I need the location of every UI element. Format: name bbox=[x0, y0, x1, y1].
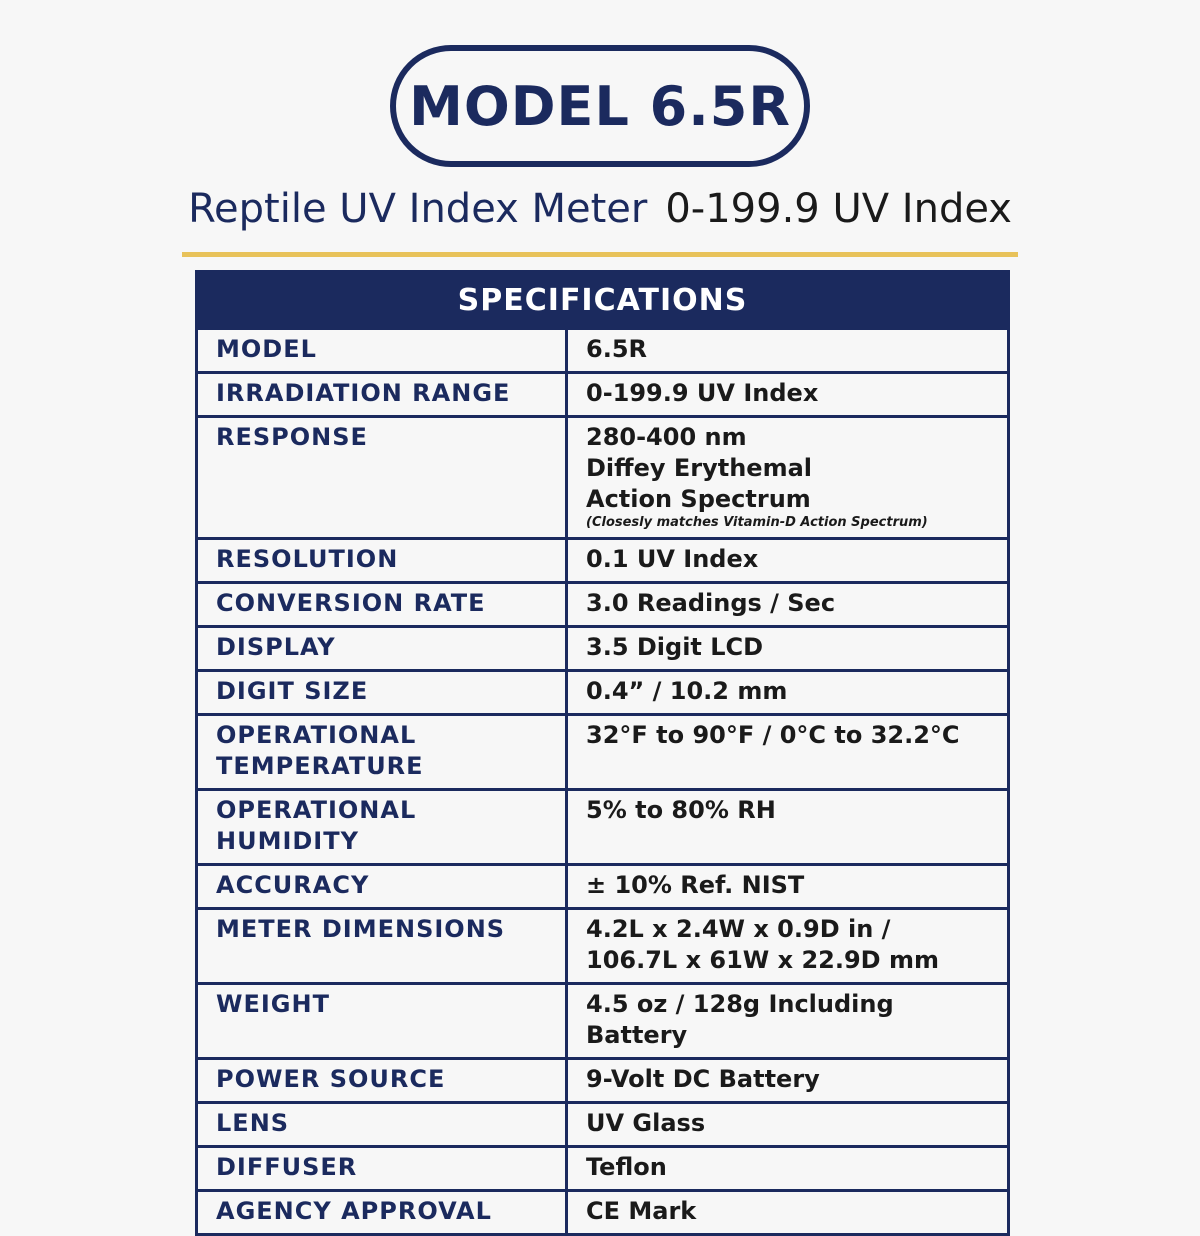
spec-label: METER DIMENSIONS bbox=[197, 909, 567, 984]
spec-label-line: TEMPERATURE bbox=[216, 752, 424, 780]
spec-value: 4.5 oz / 128g Including Battery bbox=[567, 984, 1009, 1059]
spec-value bbox=[567, 417, 1009, 539]
table-row bbox=[197, 671, 1009, 715]
spec-label: DISPLAY bbox=[197, 627, 567, 671]
spec-value-line: 280-400 nm bbox=[586, 423, 747, 451]
spec-label: DIFFUSER bbox=[197, 1147, 567, 1191]
spec-label: AGENCY APPROVAL bbox=[197, 1191, 567, 1235]
spec-value: 6.5R bbox=[567, 329, 1009, 373]
spec-value-line: Action Spectrum bbox=[586, 485, 811, 513]
spec-value-line: 106.7L x 61W x 22.9D mm bbox=[586, 946, 939, 974]
spec-value: CE Mark bbox=[567, 1191, 1009, 1235]
spec-note: (Closesly matches Vitamin-D Action Spectrum) bbox=[586, 515, 928, 530]
spec-label: RESPONSE bbox=[197, 417, 567, 539]
table-row bbox=[197, 1147, 1009, 1191]
spec-label: POWER SOURCE bbox=[197, 1059, 567, 1103]
spec-label: DIGIT SIZE bbox=[197, 671, 567, 715]
spec-label: OPERATIONAL HUMIDITY bbox=[197, 790, 567, 865]
table-title: SPECIFICATIONS bbox=[197, 272, 1009, 329]
spec-value: 0.4” / 10.2 mm bbox=[567, 671, 1009, 715]
table-row bbox=[197, 1191, 1009, 1235]
product-name: Reptile UV Index Meter bbox=[188, 186, 648, 232]
spec-value: 3.5 Digit LCD bbox=[567, 627, 1009, 671]
table-row bbox=[197, 909, 1009, 984]
table-row bbox=[197, 539, 1009, 583]
model-badge bbox=[390, 45, 810, 167]
spec-label-line: OPERATIONAL bbox=[216, 721, 417, 749]
spec-value-line: 4.2L x 2.4W x 0.9D in / bbox=[586, 915, 891, 943]
spec-label: WEIGHT bbox=[197, 984, 567, 1059]
spec-value bbox=[567, 909, 1009, 984]
table-row bbox=[197, 865, 1009, 909]
spec-value: 0-199.9 UV Index bbox=[567, 373, 1009, 417]
specifications-table bbox=[195, 270, 1010, 1236]
table-row bbox=[197, 984, 1009, 1059]
spec-value: 3.0 Readings / Sec bbox=[567, 583, 1009, 627]
model-badge-text: MODEL 6.5R bbox=[409, 74, 791, 138]
table-row bbox=[197, 1059, 1009, 1103]
spec-value: UV Glass bbox=[567, 1103, 1009, 1147]
spec-label: IRRADIATION RANGE bbox=[197, 373, 567, 417]
spec-label: CONVERSION RATE bbox=[197, 583, 567, 627]
divider-line bbox=[182, 252, 1018, 257]
table-row bbox=[197, 583, 1009, 627]
spec-label bbox=[197, 715, 567, 790]
spec-value: 5% to 80% RH bbox=[567, 790, 1009, 865]
product-subtitle bbox=[0, 186, 1200, 232]
table-row bbox=[197, 790, 1009, 865]
product-range: 0-199.9 UV Index bbox=[665, 186, 1012, 232]
spec-label: LENS bbox=[197, 1103, 567, 1147]
spec-label: MODEL bbox=[197, 329, 567, 373]
table-row bbox=[197, 1103, 1009, 1147]
spec-value: Teflon bbox=[567, 1147, 1009, 1191]
table-row bbox=[197, 417, 1009, 539]
table-row bbox=[197, 627, 1009, 671]
table-header-row bbox=[197, 272, 1009, 329]
table-row bbox=[197, 373, 1009, 417]
spec-value: ± 10% Ref. NIST bbox=[567, 865, 1009, 909]
spec-label: ACCURACY bbox=[197, 865, 567, 909]
spec-value-line: Diffey Erythemal bbox=[586, 454, 813, 482]
table-row bbox=[197, 715, 1009, 790]
spec-value: 32°F to 90°F / 0°C to 32.2°C bbox=[567, 715, 1009, 790]
table-row bbox=[197, 329, 1009, 373]
spec-value: 0.1 UV Index bbox=[567, 539, 1009, 583]
spec-label: RESOLUTION bbox=[197, 539, 567, 583]
spec-value: 9-Volt DC Battery bbox=[567, 1059, 1009, 1103]
